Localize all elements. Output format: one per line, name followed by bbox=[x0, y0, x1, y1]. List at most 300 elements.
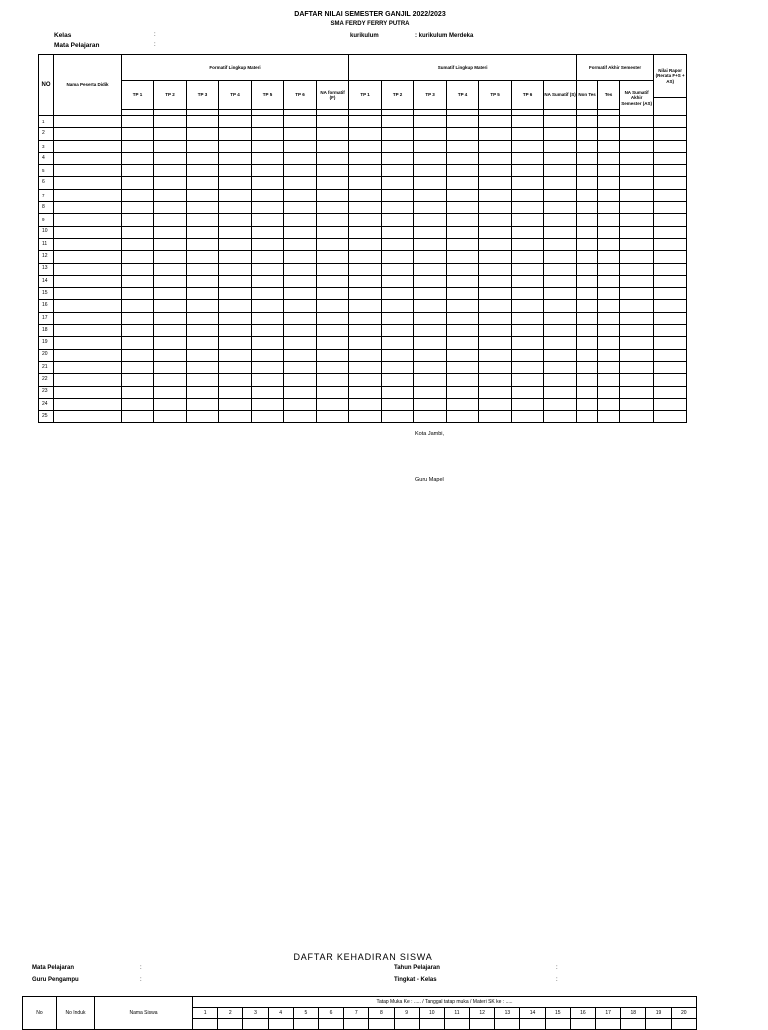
grade-cell[interactable] bbox=[317, 152, 349, 164]
grade-cell[interactable] bbox=[154, 128, 187, 140]
grade-cell[interactable] bbox=[349, 238, 382, 250]
grade-cell[interactable] bbox=[187, 300, 219, 312]
grade-cell[interactable] bbox=[620, 189, 654, 201]
grade-cell[interactable] bbox=[382, 349, 414, 361]
grade-cell[interactable] bbox=[479, 177, 512, 189]
grade-cell[interactable] bbox=[317, 300, 349, 312]
grade-cell[interactable] bbox=[544, 263, 577, 275]
grade-cell[interactable] bbox=[598, 300, 620, 312]
grade-cell[interactable] bbox=[414, 226, 447, 238]
grade-cell[interactable] bbox=[577, 165, 598, 177]
grade-cell[interactable] bbox=[122, 300, 154, 312]
grade-cell[interactable] bbox=[620, 300, 654, 312]
grade-cell[interactable] bbox=[382, 275, 414, 287]
grade-cell[interactable] bbox=[187, 337, 219, 349]
grade-cell[interactable] bbox=[187, 251, 219, 263]
grade-cell[interactable] bbox=[598, 128, 620, 140]
grade-cell[interactable] bbox=[414, 140, 447, 152]
grade-cell[interactable] bbox=[620, 226, 654, 238]
grade-cell[interactable] bbox=[577, 226, 598, 238]
grade-cell[interactable] bbox=[154, 288, 187, 300]
grade-cell[interactable] bbox=[620, 312, 654, 324]
grade-cell[interactable] bbox=[219, 361, 252, 373]
student-name-cell[interactable] bbox=[54, 275, 122, 287]
grade-cell[interactable] bbox=[349, 116, 382, 128]
grade-cell[interactable] bbox=[447, 337, 479, 349]
grade-cell[interactable] bbox=[654, 312, 687, 324]
grade-cell[interactable] bbox=[252, 128, 284, 140]
grade-cell[interactable] bbox=[219, 325, 252, 337]
grade-cell[interactable] bbox=[577, 238, 598, 250]
grade-cell[interactable] bbox=[219, 288, 252, 300]
grade-cell[interactable] bbox=[577, 275, 598, 287]
attendance-cell[interactable] bbox=[570, 1019, 595, 1030]
student-name-cell[interactable] bbox=[54, 300, 122, 312]
grade-cell[interactable] bbox=[154, 386, 187, 398]
grade-cell[interactable] bbox=[654, 398, 687, 410]
grade-cell[interactable] bbox=[577, 263, 598, 275]
grade-cell[interactable] bbox=[654, 202, 687, 214]
grade-cell[interactable] bbox=[317, 128, 349, 140]
student-name-cell[interactable] bbox=[54, 251, 122, 263]
grade-cell[interactable] bbox=[577, 349, 598, 361]
student-name-cell[interactable] bbox=[54, 337, 122, 349]
grade-cell[interactable] bbox=[544, 275, 577, 287]
grade-cell[interactable] bbox=[577, 189, 598, 201]
attendance-cell[interactable] bbox=[268, 1019, 293, 1030]
grade-cell[interactable] bbox=[598, 325, 620, 337]
grade-cell[interactable] bbox=[620, 325, 654, 337]
grade-cell[interactable] bbox=[154, 312, 187, 324]
grade-cell[interactable] bbox=[122, 263, 154, 275]
grade-cell[interactable] bbox=[349, 177, 382, 189]
grade-cell[interactable] bbox=[252, 189, 284, 201]
grade-cell[interactable] bbox=[154, 189, 187, 201]
grade-cell[interactable] bbox=[252, 398, 284, 410]
grade-cell[interactable] bbox=[447, 238, 479, 250]
grade-cell[interactable] bbox=[654, 275, 687, 287]
grade-cell[interactable] bbox=[620, 116, 654, 128]
grade-cell[interactable] bbox=[382, 312, 414, 324]
grade-cell[interactable] bbox=[122, 312, 154, 324]
grade-cell[interactable] bbox=[654, 152, 687, 164]
grade-cell[interactable] bbox=[479, 349, 512, 361]
grade-cell[interactable] bbox=[284, 349, 317, 361]
grade-cell[interactable] bbox=[620, 128, 654, 140]
grade-cell[interactable] bbox=[598, 275, 620, 287]
grade-cell[interactable] bbox=[154, 226, 187, 238]
grade-cell[interactable] bbox=[317, 116, 349, 128]
student-name-cell[interactable] bbox=[54, 226, 122, 238]
grade-cell[interactable] bbox=[598, 152, 620, 164]
grade-cell[interactable] bbox=[447, 177, 479, 189]
grade-cell[interactable] bbox=[122, 226, 154, 238]
grade-cell[interactable] bbox=[349, 300, 382, 312]
student-name-cell[interactable] bbox=[54, 202, 122, 214]
student-name-cell[interactable] bbox=[54, 214, 122, 226]
grade-cell[interactable] bbox=[284, 398, 317, 410]
grade-cell[interactable] bbox=[598, 386, 620, 398]
grade-cell[interactable] bbox=[598, 226, 620, 238]
grade-cell[interactable] bbox=[252, 411, 284, 423]
grade-cell[interactable] bbox=[479, 263, 512, 275]
student-name-cell[interactable] bbox=[54, 386, 122, 398]
grade-cell[interactable] bbox=[512, 202, 544, 214]
grade-cell[interactable] bbox=[479, 411, 512, 423]
grade-cell[interactable] bbox=[512, 189, 544, 201]
grade-cell[interactable] bbox=[512, 116, 544, 128]
grade-cell[interactable] bbox=[620, 152, 654, 164]
grade-cell[interactable] bbox=[122, 361, 154, 373]
grade-cell[interactable] bbox=[382, 374, 414, 386]
grade-cell[interactable] bbox=[414, 288, 447, 300]
grade-cell[interactable] bbox=[654, 325, 687, 337]
grade-cell[interactable] bbox=[512, 374, 544, 386]
grade-cell[interactable] bbox=[284, 140, 317, 152]
grade-cell[interactable] bbox=[598, 202, 620, 214]
grade-cell[interactable] bbox=[219, 128, 252, 140]
grade-cell[interactable] bbox=[479, 226, 512, 238]
grade-cell[interactable] bbox=[598, 361, 620, 373]
grade-cell[interactable] bbox=[512, 165, 544, 177]
grade-cell[interactable] bbox=[187, 361, 219, 373]
grade-cell[interactable] bbox=[252, 374, 284, 386]
attendance-cell[interactable] bbox=[193, 1019, 218, 1030]
grade-cell[interactable] bbox=[122, 165, 154, 177]
attendance-cell[interactable] bbox=[419, 1019, 444, 1030]
grade-cell[interactable] bbox=[382, 386, 414, 398]
attendance-cell[interactable] bbox=[318, 1019, 343, 1030]
grade-cell[interactable] bbox=[544, 349, 577, 361]
grade-cell[interactable] bbox=[219, 177, 252, 189]
grade-cell[interactable] bbox=[122, 152, 154, 164]
grade-cell[interactable] bbox=[414, 300, 447, 312]
grade-cell[interactable] bbox=[512, 312, 544, 324]
grade-cell[interactable] bbox=[447, 214, 479, 226]
grade-cell[interactable] bbox=[122, 325, 154, 337]
grade-cell[interactable] bbox=[317, 349, 349, 361]
grade-cell[interactable] bbox=[284, 325, 317, 337]
grade-cell[interactable] bbox=[544, 398, 577, 410]
grade-cell[interactable] bbox=[317, 275, 349, 287]
grade-cell[interactable] bbox=[577, 116, 598, 128]
grade-cell[interactable] bbox=[654, 386, 687, 398]
grade-cell[interactable] bbox=[654, 189, 687, 201]
grade-cell[interactable] bbox=[544, 128, 577, 140]
grade-cell[interactable] bbox=[252, 251, 284, 263]
student-name-cell[interactable] bbox=[54, 349, 122, 361]
grade-cell[interactable] bbox=[598, 238, 620, 250]
grade-cell[interactable] bbox=[544, 177, 577, 189]
grade-cell[interactable] bbox=[154, 165, 187, 177]
grade-cell[interactable] bbox=[349, 275, 382, 287]
grade-cell[interactable] bbox=[577, 128, 598, 140]
grade-cell[interactable] bbox=[479, 165, 512, 177]
grade-cell[interactable] bbox=[544, 189, 577, 201]
grade-cell[interactable] bbox=[577, 177, 598, 189]
grade-cell[interactable] bbox=[414, 374, 447, 386]
grade-cell[interactable] bbox=[317, 251, 349, 263]
grade-cell[interactable] bbox=[349, 165, 382, 177]
student-name-cell[interactable] bbox=[54, 165, 122, 177]
grade-cell[interactable] bbox=[349, 189, 382, 201]
grade-cell[interactable] bbox=[598, 349, 620, 361]
grade-cell[interactable] bbox=[122, 189, 154, 201]
grade-cell[interactable] bbox=[252, 238, 284, 250]
grade-cell[interactable] bbox=[414, 275, 447, 287]
grade-cell[interactable] bbox=[284, 226, 317, 238]
grade-cell[interactable] bbox=[512, 263, 544, 275]
grade-cell[interactable] bbox=[154, 411, 187, 423]
grade-cell[interactable] bbox=[447, 275, 479, 287]
grade-cell[interactable] bbox=[382, 165, 414, 177]
grade-cell[interactable] bbox=[284, 202, 317, 214]
student-name-cell[interactable] bbox=[54, 312, 122, 324]
grade-cell[interactable] bbox=[447, 349, 479, 361]
grade-cell[interactable] bbox=[187, 312, 219, 324]
grade-cell[interactable] bbox=[187, 140, 219, 152]
grade-cell[interactable] bbox=[122, 386, 154, 398]
grade-cell[interactable] bbox=[317, 386, 349, 398]
grade-cell[interactable] bbox=[414, 312, 447, 324]
grade-cell[interactable] bbox=[187, 214, 219, 226]
grade-cell[interactable] bbox=[544, 312, 577, 324]
grade-cell[interactable] bbox=[447, 202, 479, 214]
grade-cell[interactable] bbox=[512, 140, 544, 152]
grade-cell[interactable] bbox=[284, 189, 317, 201]
grade-cell[interactable] bbox=[154, 374, 187, 386]
grade-cell[interactable] bbox=[512, 386, 544, 398]
student-name-cell[interactable] bbox=[54, 374, 122, 386]
grade-cell[interactable] bbox=[284, 386, 317, 398]
grade-cell[interactable] bbox=[154, 300, 187, 312]
grade-cell[interactable] bbox=[187, 152, 219, 164]
grade-cell[interactable] bbox=[544, 374, 577, 386]
grade-cell[interactable] bbox=[284, 251, 317, 263]
attendance-cell[interactable] bbox=[394, 1019, 419, 1030]
grade-cell[interactable] bbox=[252, 337, 284, 349]
grade-cell[interactable] bbox=[122, 140, 154, 152]
grade-cell[interactable] bbox=[317, 202, 349, 214]
grade-cell[interactable] bbox=[544, 226, 577, 238]
grade-cell[interactable] bbox=[577, 300, 598, 312]
grade-cell[interactable] bbox=[447, 189, 479, 201]
student-name-cell[interactable] bbox=[54, 177, 122, 189]
grade-cell[interactable] bbox=[544, 300, 577, 312]
grade-cell[interactable] bbox=[620, 398, 654, 410]
student-name-cell[interactable] bbox=[54, 325, 122, 337]
grade-cell[interactable] bbox=[219, 349, 252, 361]
grade-cell[interactable] bbox=[122, 177, 154, 189]
grade-cell[interactable] bbox=[349, 226, 382, 238]
grade-cell[interactable] bbox=[317, 312, 349, 324]
grade-cell[interactable] bbox=[654, 337, 687, 349]
grade-cell[interactable] bbox=[512, 275, 544, 287]
grade-cell[interactable] bbox=[187, 116, 219, 128]
grade-cell[interactable] bbox=[154, 398, 187, 410]
grade-cell[interactable] bbox=[349, 140, 382, 152]
grade-cell[interactable] bbox=[252, 202, 284, 214]
grade-cell[interactable] bbox=[252, 226, 284, 238]
grade-cell[interactable] bbox=[512, 325, 544, 337]
grade-cell[interactable] bbox=[512, 288, 544, 300]
grade-cell[interactable] bbox=[654, 411, 687, 423]
grade-cell[interactable] bbox=[598, 411, 620, 423]
grade-cell[interactable] bbox=[284, 411, 317, 423]
grade-cell[interactable] bbox=[382, 116, 414, 128]
grade-cell[interactable] bbox=[252, 214, 284, 226]
grade-cell[interactable] bbox=[479, 374, 512, 386]
grade-cell[interactable] bbox=[479, 398, 512, 410]
grade-cell[interactable] bbox=[544, 116, 577, 128]
grade-cell[interactable] bbox=[512, 214, 544, 226]
grade-cell[interactable] bbox=[219, 238, 252, 250]
grade-cell[interactable] bbox=[154, 251, 187, 263]
grade-cell[interactable] bbox=[598, 177, 620, 189]
grade-cell[interactable] bbox=[382, 263, 414, 275]
grade-cell[interactable] bbox=[598, 214, 620, 226]
grade-cell[interactable] bbox=[620, 238, 654, 250]
grade-cell[interactable] bbox=[577, 312, 598, 324]
grade-cell[interactable] bbox=[382, 398, 414, 410]
grade-cell[interactable] bbox=[284, 165, 317, 177]
grade-cell[interactable] bbox=[219, 300, 252, 312]
grade-cell[interactable] bbox=[317, 189, 349, 201]
grade-cell[interactable] bbox=[284, 374, 317, 386]
grade-cell[interactable] bbox=[654, 288, 687, 300]
grade-cell[interactable] bbox=[219, 140, 252, 152]
grade-cell[interactable] bbox=[252, 386, 284, 398]
grade-cell[interactable] bbox=[382, 288, 414, 300]
grade-cell[interactable] bbox=[577, 202, 598, 214]
grade-cell[interactable] bbox=[414, 361, 447, 373]
grade-cell[interactable] bbox=[349, 411, 382, 423]
grade-cell[interactable] bbox=[219, 263, 252, 275]
grade-cell[interactable] bbox=[577, 411, 598, 423]
grade-cell[interactable] bbox=[252, 152, 284, 164]
grade-cell[interactable] bbox=[349, 386, 382, 398]
grade-cell[interactable] bbox=[544, 337, 577, 349]
grade-cell[interactable] bbox=[317, 374, 349, 386]
grade-cell[interactable] bbox=[317, 361, 349, 373]
student-name-cell[interactable] bbox=[54, 263, 122, 275]
grade-cell[interactable] bbox=[654, 128, 687, 140]
grade-cell[interactable] bbox=[349, 325, 382, 337]
grade-cell[interactable] bbox=[187, 386, 219, 398]
student-name-cell[interactable] bbox=[54, 128, 122, 140]
grade-cell[interactable] bbox=[154, 337, 187, 349]
grade-cell[interactable] bbox=[382, 177, 414, 189]
grade-cell[interactable] bbox=[544, 214, 577, 226]
grade-cell[interactable] bbox=[187, 128, 219, 140]
grade-cell[interactable] bbox=[447, 288, 479, 300]
grade-cell[interactable] bbox=[284, 312, 317, 324]
grade-cell[interactable] bbox=[219, 189, 252, 201]
grade-cell[interactable] bbox=[577, 251, 598, 263]
grade-cell[interactable] bbox=[414, 189, 447, 201]
grade-cell[interactable] bbox=[620, 275, 654, 287]
grade-cell[interactable] bbox=[654, 361, 687, 373]
grade-cell[interactable] bbox=[349, 337, 382, 349]
grade-cell[interactable] bbox=[479, 288, 512, 300]
grade-cell[interactable] bbox=[349, 361, 382, 373]
grade-cell[interactable] bbox=[187, 263, 219, 275]
grade-cell[interactable] bbox=[187, 275, 219, 287]
grade-cell[interactable] bbox=[620, 165, 654, 177]
attendance-cell[interactable] bbox=[495, 1019, 520, 1030]
attendance-cell[interactable] bbox=[218, 1019, 243, 1030]
grade-cell[interactable] bbox=[122, 411, 154, 423]
grade-cell[interactable] bbox=[654, 116, 687, 128]
grade-cell[interactable] bbox=[544, 251, 577, 263]
grade-cell[interactable] bbox=[447, 165, 479, 177]
grade-cell[interactable] bbox=[479, 189, 512, 201]
grade-cell[interactable] bbox=[414, 411, 447, 423]
attendance-cell[interactable] bbox=[243, 1019, 268, 1030]
grade-cell[interactable] bbox=[598, 398, 620, 410]
grade-cell[interactable] bbox=[598, 337, 620, 349]
grade-cell[interactable] bbox=[187, 288, 219, 300]
grade-cell[interactable] bbox=[219, 214, 252, 226]
grade-cell[interactable] bbox=[620, 349, 654, 361]
grade-cell[interactable] bbox=[349, 214, 382, 226]
grade-cell[interactable] bbox=[252, 349, 284, 361]
grade-cell[interactable] bbox=[252, 300, 284, 312]
grade-cell[interactable] bbox=[382, 226, 414, 238]
grade-cell[interactable] bbox=[577, 325, 598, 337]
grade-cell[interactable] bbox=[447, 251, 479, 263]
grade-cell[interactable] bbox=[154, 275, 187, 287]
grade-cell[interactable] bbox=[598, 288, 620, 300]
grade-cell[interactable] bbox=[544, 411, 577, 423]
grade-cell[interactable] bbox=[447, 116, 479, 128]
grade-cell[interactable] bbox=[479, 202, 512, 214]
grade-cell[interactable] bbox=[122, 398, 154, 410]
attendance-cell[interactable] bbox=[520, 1019, 545, 1030]
grade-cell[interactable] bbox=[479, 337, 512, 349]
grade-cell[interactable] bbox=[284, 275, 317, 287]
attendance-cell[interactable] bbox=[646, 1019, 671, 1030]
grade-cell[interactable] bbox=[349, 128, 382, 140]
grade-cell[interactable] bbox=[447, 263, 479, 275]
grade-cell[interactable] bbox=[620, 263, 654, 275]
grade-cell[interactable] bbox=[349, 312, 382, 324]
grade-cell[interactable] bbox=[382, 411, 414, 423]
grade-cell[interactable] bbox=[620, 361, 654, 373]
grade-cell[interactable] bbox=[414, 263, 447, 275]
grade-cell[interactable] bbox=[187, 226, 219, 238]
grade-cell[interactable] bbox=[512, 251, 544, 263]
grade-cell[interactable] bbox=[620, 140, 654, 152]
grade-cell[interactable] bbox=[598, 116, 620, 128]
grade-cell[interactable] bbox=[479, 325, 512, 337]
grade-cell[interactable] bbox=[479, 128, 512, 140]
student-name-cell[interactable] bbox=[54, 288, 122, 300]
grade-cell[interactable] bbox=[219, 202, 252, 214]
grade-cell[interactable] bbox=[187, 349, 219, 361]
grade-cell[interactable] bbox=[544, 140, 577, 152]
grade-cell[interactable] bbox=[284, 288, 317, 300]
grade-cell[interactable] bbox=[122, 128, 154, 140]
grade-cell[interactable] bbox=[317, 226, 349, 238]
grade-cell[interactable] bbox=[349, 349, 382, 361]
grade-cell[interactable] bbox=[187, 325, 219, 337]
grade-cell[interactable] bbox=[654, 214, 687, 226]
attendance-cell[interactable] bbox=[444, 1019, 469, 1030]
grade-cell[interactable] bbox=[414, 337, 447, 349]
grade-cell[interactable] bbox=[284, 263, 317, 275]
student-name-cell[interactable] bbox=[54, 116, 122, 128]
